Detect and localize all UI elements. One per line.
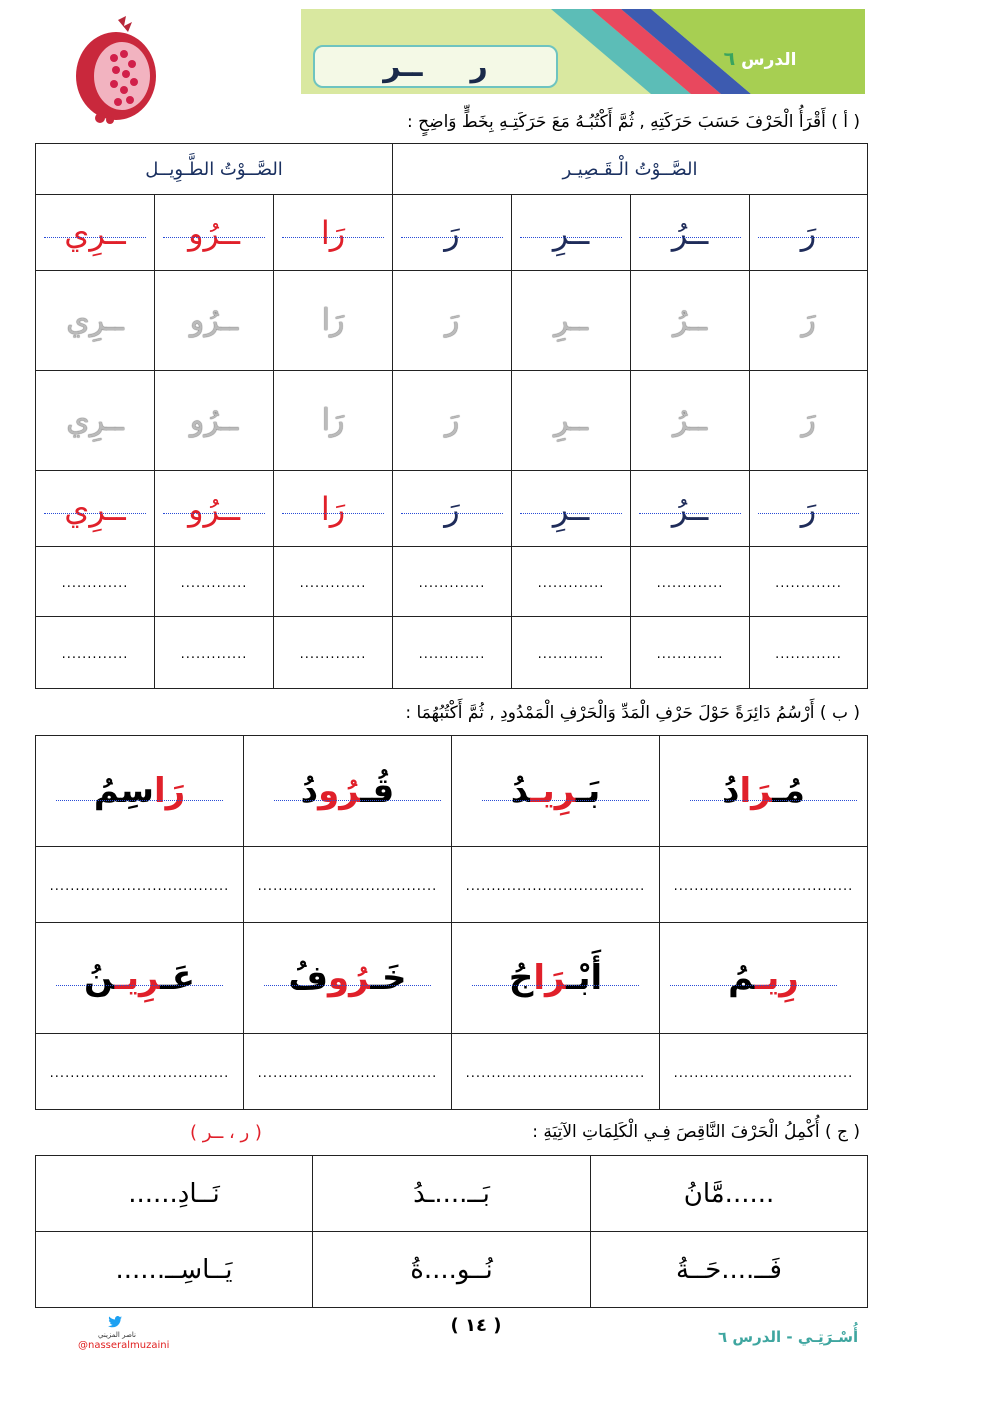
trace-short-2b[interactable]: ــرُ [631, 371, 750, 471]
section-a-table [35, 143, 868, 689]
model2-long-1: رَا [274, 471, 393, 547]
write-cell[interactable]: ................................... [244, 847, 452, 923]
write-cell[interactable]: ............. [393, 547, 512, 617]
header-long-sound: الصَّــوْتُ الطَّـوِيــل [36, 144, 393, 195]
model-short-2: ــرُ [631, 195, 750, 271]
write-cell[interactable]: ............. [631, 617, 750, 689]
word-bareed[interactable]: بَـرِيـدُ [452, 736, 660, 847]
section-c-instruction: ( ج ) أُكْمِلُ الْحَرْفَ النَّاقِصَ فِـي الْكَلِمَاتِ الآتِيَةِ : [532, 1122, 860, 1142]
word-qurood[interactable]: قُـرُودُ [244, 736, 452, 847]
trace-short-2[interactable]: ــرُ [631, 271, 750, 371]
word-kharoof[interactable]: خَـرُوفُ [244, 923, 452, 1034]
model2-long-3: ــرِي [36, 471, 155, 547]
author-name: ناصر المزيني [98, 1331, 136, 1339]
word-murad[interactable]: مُـرَادُ [660, 736, 868, 847]
model-short-1: رَ [750, 195, 868, 271]
letter-isolated: ر [470, 49, 488, 84]
write-cell[interactable]: ............. [155, 547, 274, 617]
write-cell[interactable]: ................................... [660, 847, 868, 923]
model-long-3: ــرِي [36, 195, 155, 271]
model-long-1: رَا [274, 195, 393, 271]
section-b-table [35, 735, 868, 1110]
write-cell[interactable]: ............. [274, 547, 393, 617]
model-short-3: ــرِ [512, 195, 631, 271]
trace-short-3b[interactable]: ــرِ [512, 371, 631, 471]
section-c-table [35, 1155, 868, 1308]
write-cell[interactable]: ................................... [452, 1034, 660, 1110]
trace-short-4[interactable]: رَ [393, 271, 512, 371]
fill-word-yasir[interactable]: يَــاسِــ...... [36, 1232, 313, 1308]
trace-short-4b[interactable]: رَ [393, 371, 512, 471]
lesson-number: ٦ [723, 48, 736, 70]
fill-word-nadir[interactable]: نَــادِ...... [36, 1156, 313, 1232]
section-c-hint: ( ر ، ــر ) [190, 1122, 262, 1143]
model2-short-3: ــرِ [512, 471, 631, 547]
write-cell[interactable]: ................................... [36, 1034, 244, 1110]
lesson-label: الدرس ٦ [723, 48, 797, 70]
lesson-letters [313, 45, 558, 88]
trace-short-1[interactable]: رَ [750, 271, 868, 371]
model2-short-1: رَ [750, 471, 868, 547]
trace-long-1b[interactable]: رَا [274, 371, 393, 471]
section-b-instruction: ( ب ) أَرْسُمُ دَائِرَةً حَوْلَ حَرْفِ الْمَدِّ وَالْحَرْفِ الْمَمْدُودِ , ثُمَّ أَكْتُبُهُمَا : [405, 703, 860, 723]
twitter-handle[interactable]: @nasseralmuzaini [78, 1340, 170, 1351]
trace-short-3[interactable]: ــرِ [512, 271, 631, 371]
model-short-4: رَ [393, 195, 512, 271]
write-cell[interactable]: ............. [36, 547, 155, 617]
write-cell[interactable]: ............. [274, 617, 393, 689]
write-cell[interactable]: ............. [393, 617, 512, 689]
twitter-icon[interactable] [108, 1313, 122, 1325]
write-cell[interactable]: ................................... [244, 1034, 452, 1110]
write-cell[interactable]: ................................... [36, 847, 244, 923]
word-areen[interactable]: عَـرِيـنُ [36, 923, 244, 1034]
write-cell[interactable]: ............. [750, 617, 868, 689]
page-number: ( ١٤ ) [450, 1315, 502, 1336]
write-cell[interactable]: ............. [750, 547, 868, 617]
write-cell[interactable]: ............. [36, 617, 155, 689]
write-cell[interactable]: ............. [512, 547, 631, 617]
trace-short-1b[interactable]: رَ [750, 371, 868, 471]
letter-final: ــر [383, 49, 423, 84]
write-cell[interactable]: ............. [512, 617, 631, 689]
fill-word-rumman[interactable]: ......مَّانُ [591, 1156, 868, 1232]
word-reem[interactable]: رِيـمُ [660, 923, 868, 1034]
trace-long-1[interactable]: رَا [274, 271, 393, 371]
model-long-2: ــرُو [155, 195, 274, 271]
fill-word-noora[interactable]: نُــو....ةُ [313, 1232, 591, 1308]
write-cell[interactable]: ............. [631, 547, 750, 617]
write-cell[interactable]: ................................... [452, 847, 660, 923]
write-cell[interactable]: ................................... [660, 1034, 868, 1110]
write-cell[interactable]: ............. [155, 617, 274, 689]
fill-word-bard[interactable]: بَــ....ـدُ [313, 1156, 591, 1232]
trace-long-3[interactable]: ــرِي [36, 271, 155, 371]
section-a-instruction: ( أ ) أَقْرَأُ الْحَرْفَ حَسَبَ حَرَكَتِهِ , ثُمَّ أَكْتُبُـهُ مَعَ حَرَكَتِـهِ بِخَطٍّ وَاضِحٍ : [407, 112, 860, 132]
word-abraj[interactable]: أَبْـرَاجُ [452, 923, 660, 1034]
footer-title: أُسْـرَتِـي - الدرس ٦ [718, 1328, 859, 1346]
trace-long-2b[interactable]: ــرُو [155, 371, 274, 471]
model2-short-2: ــرُ [631, 471, 750, 547]
word-rasim[interactable]: رَاسِمُ [36, 736, 244, 847]
header-short-sound: الصَّــوْتُ الْـقَـصِيـر [393, 144, 868, 195]
trace-long-3b[interactable]: ــرِي [36, 371, 155, 471]
pomegranate-illustration [70, 14, 160, 126]
trace-long-2[interactable]: ــرُو [155, 271, 274, 371]
fill-word-farha[interactable]: فَــ....حَــةُ [591, 1232, 868, 1308]
model2-long-2: ــرُو [155, 471, 274, 547]
model2-short-4: رَ [393, 471, 512, 547]
